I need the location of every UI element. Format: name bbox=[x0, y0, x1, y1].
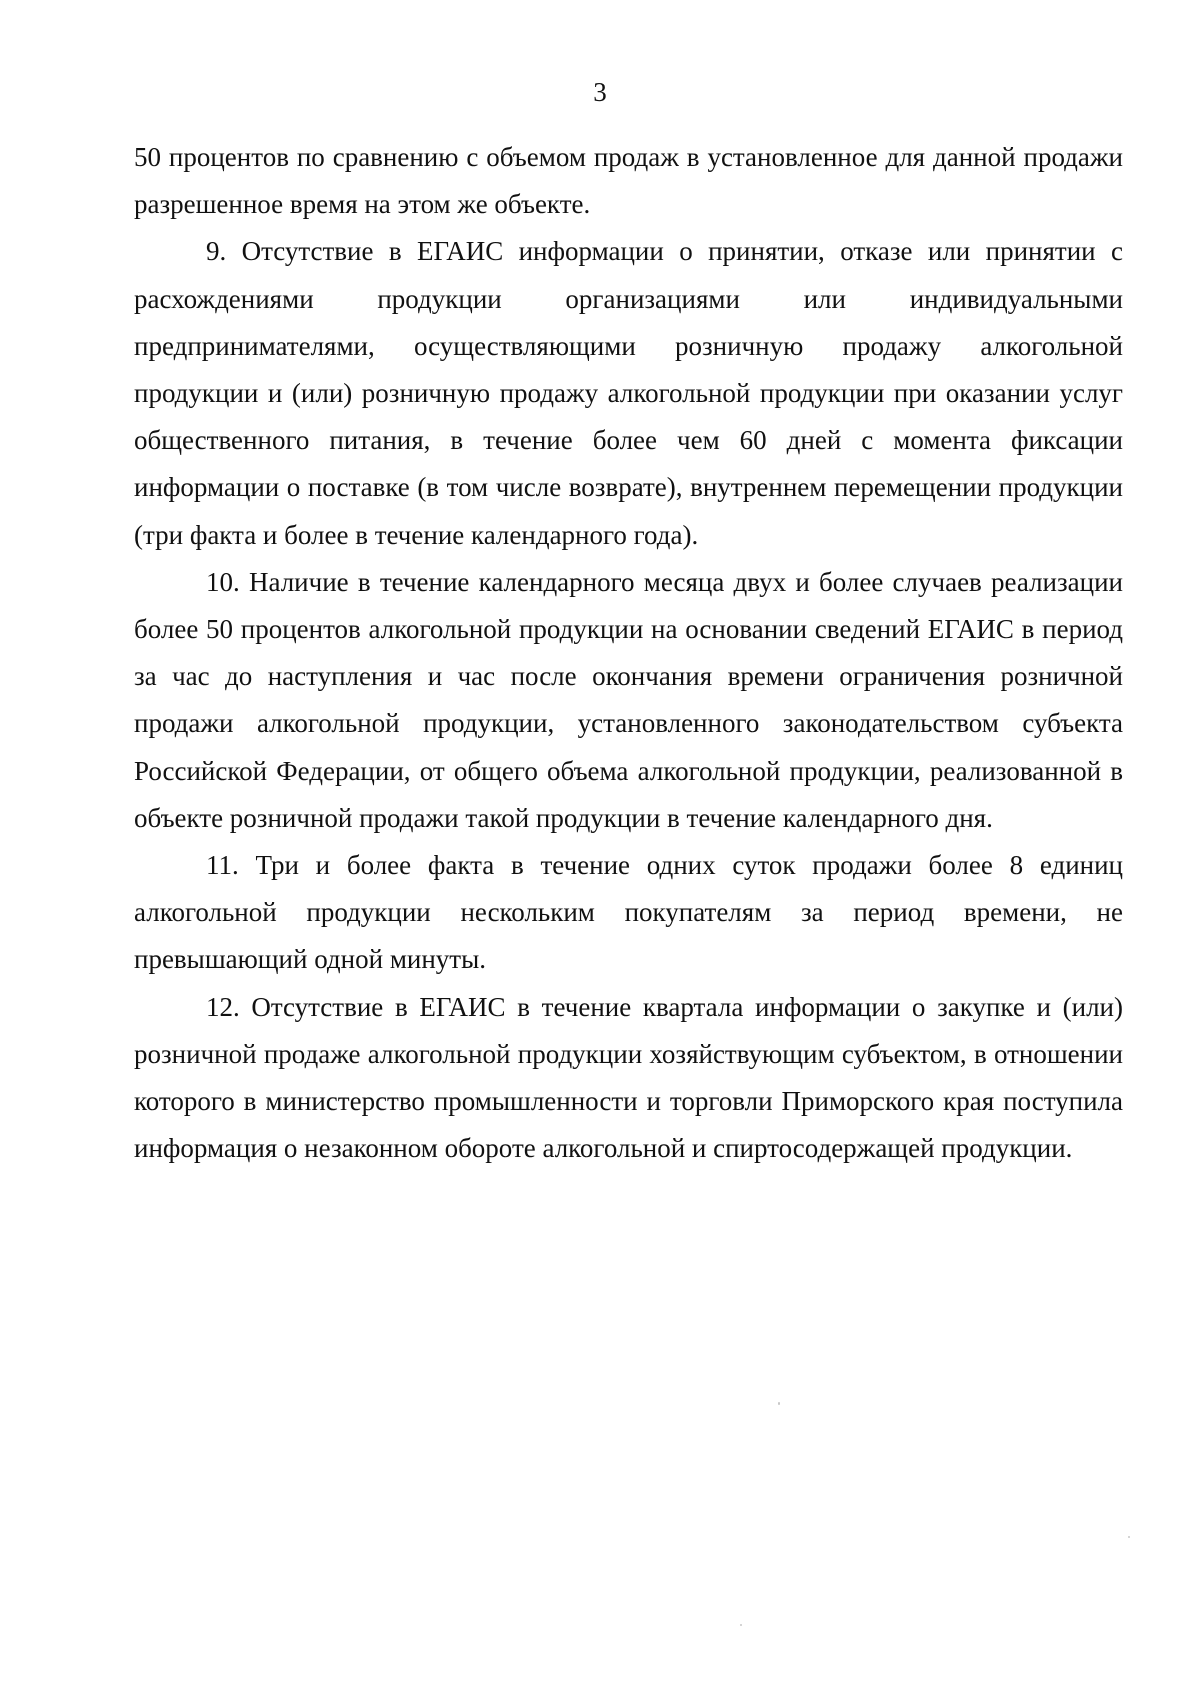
paragraph-item-10: 10. Наличие в течение календарного месяца двух и более случаев реализации более 50 процентов алкогольной продукции на основании сведений ЕГАИС в период за час до наступления и час после окончания времени ограничения розничной продажи алкогольной продукции, установленного законодательством субъекта Российской Федерации, от общего объема алкогольной продукции, реализованной в объекте розничной продажи такой продукции в течение календарного дня. bbox=[134, 566, 1123, 833]
scan-speck bbox=[778, 1402, 780, 1405]
page-number: 3 bbox=[593, 77, 607, 107]
scan-speck bbox=[740, 1624, 742, 1626]
document-body bbox=[134, 134, 1123, 1172]
paragraph-item-12: 12. Отсутствие в ЕГАИС в течение квартала информации о закупке и (или) розничной продаже алкогольной продукции хозяйствующим субъектом, в отношении которого в министерство промышленности и торговли Приморского края поступила информация о незаконном обороте алкогольной и спиртосодержащей продукции. bbox=[134, 991, 1123, 1164]
paragraph-item-11: 11. Три и более факта в течение одних суток продажи более 8 единиц алкогольной продукции нескольким покупателям за период времени, не превышающий одной минуты. bbox=[134, 850, 1123, 975]
paragraph-continuation: 50 процентов по сравнению с объемом продаж в установленное для данной продажи разрешенное время на этом же объекте. bbox=[134, 142, 1123, 220]
scan-speck bbox=[1128, 1536, 1130, 1538]
paragraph-item-9: 9. Отсутствие в ЕГАИС информации о принятии, отказе или принятии с расхождениями продукции организациями или индивидуальными предпринимателями, осуществляющими розничную продажу алкогольной продукции и (или) розничную продажу алкогольной продукции при оказании услуг общественного питания, в течение более чем 60 дней с момента фиксации информации о поставке (в том числе возврате), внутреннем перемещении продукции (три факта и более в течение календарного года). bbox=[134, 236, 1123, 550]
